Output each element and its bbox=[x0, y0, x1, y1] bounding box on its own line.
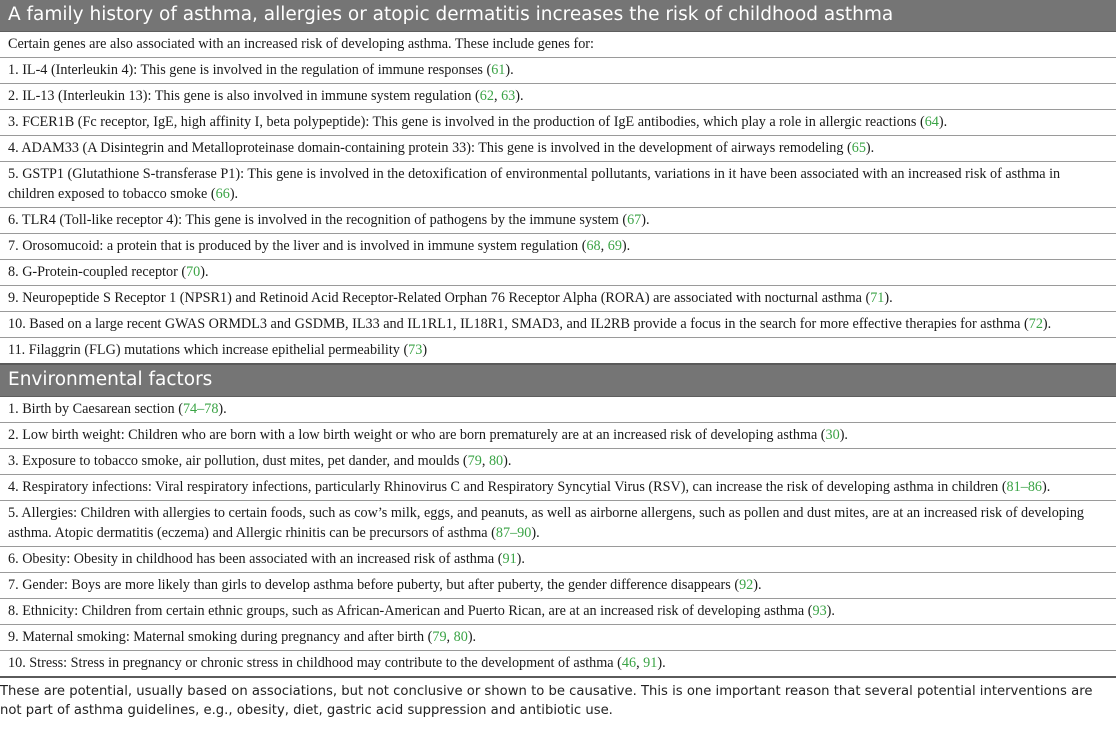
reference-link[interactable]: 81–86 bbox=[1006, 479, 1043, 495]
table-row bbox=[0, 501, 1116, 547]
reference-link[interactable]: 73 bbox=[408, 342, 423, 358]
row-text-segment: 7. Orosomucoid: a protein that is produced by the liver and is involved in immune system regulation ( bbox=[8, 238, 587, 254]
row-text bbox=[0, 58, 1116, 84]
reference-link[interactable]: 63 bbox=[501, 88, 516, 104]
row-text-segment: ). bbox=[884, 290, 893, 306]
row-text-segment: 7. Gender: Boys are more likely than girls to develop asthma before puberty, but after puberty, the gender difference disappears ( bbox=[8, 577, 740, 593]
row-text-segment: 2. Low birth weight: Children who are born with a low birth weight or who are born prematurely are at an increased risk of developing asthma ( bbox=[8, 427, 826, 443]
reference-link[interactable]: 69 bbox=[607, 238, 622, 254]
row-text-segment: 10. Based on a large recent GWAS ORMDL3 and GSDMB, IL33 and IL1RL1, IL18R1, SMAD3, and IL2RB provide a focus in the search for more effective therapies for asthma ( bbox=[8, 316, 1029, 332]
reference-link[interactable]: 66 bbox=[215, 186, 230, 202]
row-text-segment: 6. TLR4 (Toll-like receptor 4): This gene is involved in the recognition of pathogens by the immune system ( bbox=[8, 212, 628, 228]
row-text bbox=[0, 32, 1116, 58]
row-text-segment: 2. IL-13 (Interleukin 13): This gene is also involved in immune system regulation ( bbox=[8, 88, 480, 104]
row-text bbox=[0, 234, 1116, 260]
table-row bbox=[0, 573, 1116, 599]
row-text-segment: 10. Stress: Stress in pregnancy or chronic stress in childhood may contribute to the development of asthma ( bbox=[8, 655, 622, 671]
table-row bbox=[0, 338, 1116, 365]
table-row bbox=[0, 312, 1116, 338]
section-header bbox=[0, 0, 1116, 32]
row-text-segment: ). bbox=[515, 88, 524, 104]
reference-link[interactable]: 64 bbox=[924, 114, 939, 130]
table-row bbox=[0, 84, 1116, 110]
reference-link[interactable]: 79 bbox=[467, 453, 482, 469]
row-text bbox=[0, 84, 1116, 110]
table-row bbox=[0, 136, 1116, 162]
reference-link[interactable]: 30 bbox=[825, 427, 840, 443]
row-text bbox=[0, 475, 1116, 501]
row-text-segment: 5. Allergies: Children with allergies to certain foods, such as cow’s milk, eggs, and peanuts, as well as airborne allergens, such as pollen and dust mites, are at an increased risk of developing asthma. Atopic dermatitis (eczema) and Allergic rhinitis can be precursors of asthma ( bbox=[8, 505, 1085, 541]
row-text-segment: ). bbox=[1042, 316, 1052, 332]
row-text bbox=[0, 286, 1116, 312]
section-header bbox=[0, 364, 1116, 397]
row-text-segment: ). bbox=[218, 401, 227, 417]
row-text bbox=[0, 162, 1116, 208]
row-text bbox=[0, 651, 1116, 678]
table-row bbox=[0, 286, 1116, 312]
table-row bbox=[0, 162, 1116, 208]
row-text-segment: ). bbox=[621, 238, 631, 254]
row-text-segment: ) bbox=[422, 342, 428, 358]
reference-link[interactable]: 93 bbox=[812, 603, 827, 619]
row-text-segment: ). bbox=[467, 629, 477, 645]
row-text-segment: , bbox=[636, 655, 644, 671]
table-footnote: These are potential, usually based on associations, but not conclusive or shown to be causative. This is one important reason that several potential interventions are not part of asthma guidelines, e.g., obesity, diet, gastric acid suppression and antibiotic use. bbox=[0, 684, 1093, 718]
row-text bbox=[0, 423, 1116, 449]
reference-link[interactable]: 80 bbox=[488, 453, 504, 469]
row-text bbox=[0, 547, 1116, 573]
row-text bbox=[0, 208, 1116, 234]
reference-link[interactable]: 65 bbox=[851, 140, 866, 156]
table-row bbox=[0, 475, 1116, 501]
reference-link[interactable]: 72 bbox=[1028, 316, 1043, 332]
reference-link[interactable]: 71 bbox=[870, 290, 885, 306]
row-text bbox=[0, 338, 1116, 365]
reference-link[interactable]: 80 bbox=[453, 629, 468, 645]
row-text bbox=[0, 599, 1116, 625]
row-text-segment: 8. G-Protein-coupled receptor ( bbox=[8, 264, 187, 280]
row-text bbox=[0, 312, 1116, 338]
row-text-segment: ). bbox=[753, 577, 762, 593]
reference-link[interactable]: 68 bbox=[586, 238, 601, 254]
row-text-segment: , bbox=[446, 629, 454, 645]
row-text-segment: ). bbox=[531, 525, 540, 541]
table-row bbox=[0, 449, 1116, 475]
table-row bbox=[0, 110, 1116, 136]
row-text-segment: ). bbox=[865, 140, 875, 156]
reference-link[interactable]: 70 bbox=[186, 264, 201, 280]
row-text bbox=[0, 110, 1116, 136]
table-row bbox=[0, 32, 1116, 58]
row-text-segment: 8. Ethnicity: Children from certain ethnic groups, such as African-American and Puerto Rican, are at an increased risk of developing asthma ( bbox=[8, 603, 813, 619]
section-title: A family history of asthma, allergies or atopic dermatitis increases the risk of childhood asthma bbox=[0, 0, 1116, 32]
row-text bbox=[0, 501, 1116, 547]
reference-link[interactable]: 62 bbox=[479, 88, 494, 104]
reference-link[interactable]: 91 bbox=[502, 551, 517, 567]
row-text-segment: ). bbox=[938, 114, 948, 130]
row-text bbox=[0, 260, 1116, 286]
row-text-segment: ). bbox=[516, 551, 525, 567]
table-row bbox=[0, 208, 1116, 234]
row-text-segment: , bbox=[493, 88, 502, 104]
reference-link[interactable]: 92 bbox=[739, 577, 754, 593]
row-text bbox=[0, 449, 1116, 475]
row-text-segment: 4. Respiratory infections: Viral respiratory infections, particularly Rhinovirus C and Respiratory Syncytial Virus (RSV), can increase the risk of developing asthma in children ( bbox=[8, 479, 1007, 495]
row-text-segment: ). bbox=[1042, 479, 1051, 495]
row-text-segment: 3. FCER1B (Fc receptor, IgE, high affinity I, beta polypeptide): This gene is involved in the production of IgE antibodies, which play a role in allergic reactions ( bbox=[8, 114, 925, 130]
row-text-segment: 9. Maternal smoking: Maternal smoking during pregnancy and after birth ( bbox=[8, 629, 433, 645]
row-text bbox=[0, 625, 1116, 651]
row-text-segment: , bbox=[600, 238, 608, 254]
table-row bbox=[0, 625, 1116, 651]
reference-link[interactable]: 87–90 bbox=[495, 525, 532, 541]
row-text bbox=[0, 573, 1116, 599]
table-row bbox=[0, 423, 1116, 449]
table-row bbox=[0, 397, 1116, 423]
section-title: Environmental factors bbox=[0, 364, 1116, 397]
row-text-segment: ). bbox=[657, 655, 666, 671]
row-text-segment: ). bbox=[826, 603, 835, 619]
row-text-segment: ). bbox=[839, 427, 848, 443]
row-text-segment: 9. Neuropeptide S Receptor 1 (NPSR1) and Retinoid Acid Receptor-Related Orphan 76 Receptor Alpha (RORA) are associated with nocturnal asthma ( bbox=[8, 290, 871, 306]
table-row bbox=[0, 651, 1116, 678]
table-row bbox=[0, 58, 1116, 84]
reference-link[interactable]: 61 bbox=[491, 62, 506, 78]
reference-link[interactable]: 79 bbox=[432, 629, 447, 645]
row-text bbox=[0, 136, 1116, 162]
row-text bbox=[0, 397, 1116, 423]
reference-link[interactable]: 74–78 bbox=[182, 401, 219, 417]
row-text-segment: ). bbox=[229, 186, 239, 202]
reference-link[interactable]: 46 bbox=[621, 655, 637, 671]
row-text-segment: 4. ADAM33 (A Disintegrin and Metalloproteinase domain-containing protein 33): This gene is involved in the development of airways remodeling ( bbox=[8, 140, 852, 156]
row-text-segment: , bbox=[481, 453, 489, 469]
table-row bbox=[0, 260, 1116, 286]
row-text-segment: 6. Obesity: Obesity in childhood has been associated with an increased risk of asthma ( bbox=[8, 551, 503, 567]
reference-link[interactable]: 91 bbox=[643, 655, 658, 671]
table-row bbox=[0, 234, 1116, 260]
row-text-segment: 5. GSTP1 (Glutathione S-transferase P1): This gene is involved in the detoxification of environmental pollutants, variations in it have been associated with an increased risk of asthma in children exposed to tobacco smoke ( bbox=[8, 166, 1061, 202]
row-text-segment: ). bbox=[503, 453, 512, 469]
table-row bbox=[0, 599, 1116, 625]
row-text-segment: 1. IL-4 (Interleukin 4): This gene is involved in the regulation of immune responses ( bbox=[8, 62, 492, 78]
row-text-segment: Certain genes are also associated with an increased risk of developing asthma. These include genes for: bbox=[8, 36, 594, 52]
row-text-segment: ). bbox=[505, 62, 514, 78]
row-text-segment: 1. Birth by Caesarean section ( bbox=[8, 401, 183, 417]
row-text-segment: 11. Filaggrin (FLG) mutations which increase epithelial permeability ( bbox=[8, 342, 409, 358]
row-text-segment: ). bbox=[641, 212, 650, 228]
row-text-segment: 3. Exposure to tobacco smoke, air pollution, dust mites, pet dander, and moulds ( bbox=[8, 453, 468, 469]
row-text-segment: ). bbox=[200, 264, 209, 280]
table-row bbox=[0, 547, 1116, 573]
reference-link[interactable]: 67 bbox=[627, 212, 642, 228]
